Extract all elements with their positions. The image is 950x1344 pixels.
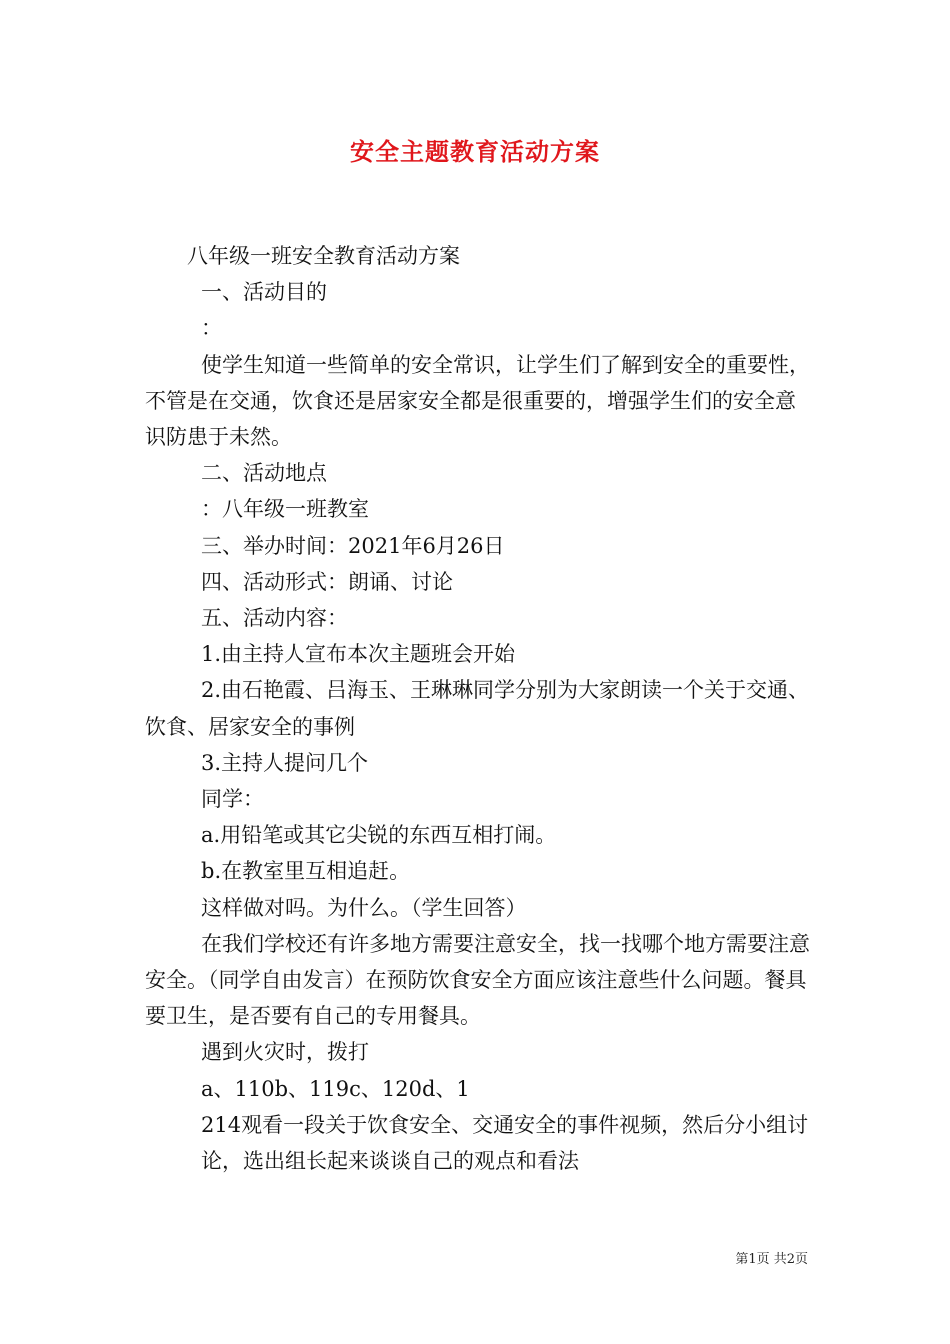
paragraph-item-1: 1.由主持人宣布本次主题班会开始	[201, 642, 516, 667]
paragraph-location-heading: 二、活动地点	[201, 461, 327, 486]
paragraph-school-safety: 在我们学校还有许多地方需要注意安全，找一找哪个地方需要注意安全。（同学自由发言）在预防饮食安全方面应该注意些什么问题。餐具要卫生，是否要有自己的专用餐具。	[145, 931, 810, 1029]
paragraph-question-a: a.用铅笔或其它尖锐的东西互相打闹。	[201, 823, 557, 848]
paragraph-item-2: 2.由石艳霞、吕海玉、王琳琳同学分别为大家朗读一个关于交通、饮食、居家安全的事例	[145, 678, 810, 739]
paragraph-video: 214观看一段关于饮食安全、交通安全的事件视频，然后分小组讨	[201, 1112, 809, 1137]
paragraph-purpose-heading: 一、活动目的	[201, 280, 327, 305]
paragraph-format: 四、活动形式：朗诵、讨论	[201, 569, 453, 594]
paragraph-time: 三、举办时间：2021年6月26日	[201, 533, 505, 558]
page-number-footer: 第1页 共2页	[735, 1252, 808, 1267]
paragraph-question-why: 这样做对吗。为什么。（学生回答）	[201, 895, 527, 920]
paragraph-content-heading: 五、活动内容：	[201, 606, 348, 631]
paragraph-fire: 遇到火灾时，拨打	[201, 1040, 369, 1065]
document-body	[145, 238, 810, 1179]
paragraph-discussion: 论，选出组长起来谈谈自己的观点和看法	[201, 1149, 579, 1174]
paragraph-purpose-body: 使学生知道一些简单的安全常识，让学生们了解到安全的重要性，不管是在交通，饮食还是居家安全都是很重要的，增强学生们的安全意识防患于未然。	[145, 352, 810, 450]
document-title: 安全主题教育活动方案	[350, 137, 600, 166]
paragraph-plan-name: 八年级一班安全教育活动方案	[187, 244, 460, 268]
paragraph-question-b: b.在教室里互相追赶。	[201, 859, 411, 884]
paragraph-purpose-colon: ：	[201, 316, 222, 341]
paragraph-item-3: 3.主持人提问几个	[201, 750, 369, 775]
paragraph-location-body: ：八年级一班教室	[201, 497, 369, 522]
paragraph-fire-options: a、110b、119c、120d、1	[201, 1076, 470, 1101]
paragraph-students: 同学：	[201, 787, 264, 812]
